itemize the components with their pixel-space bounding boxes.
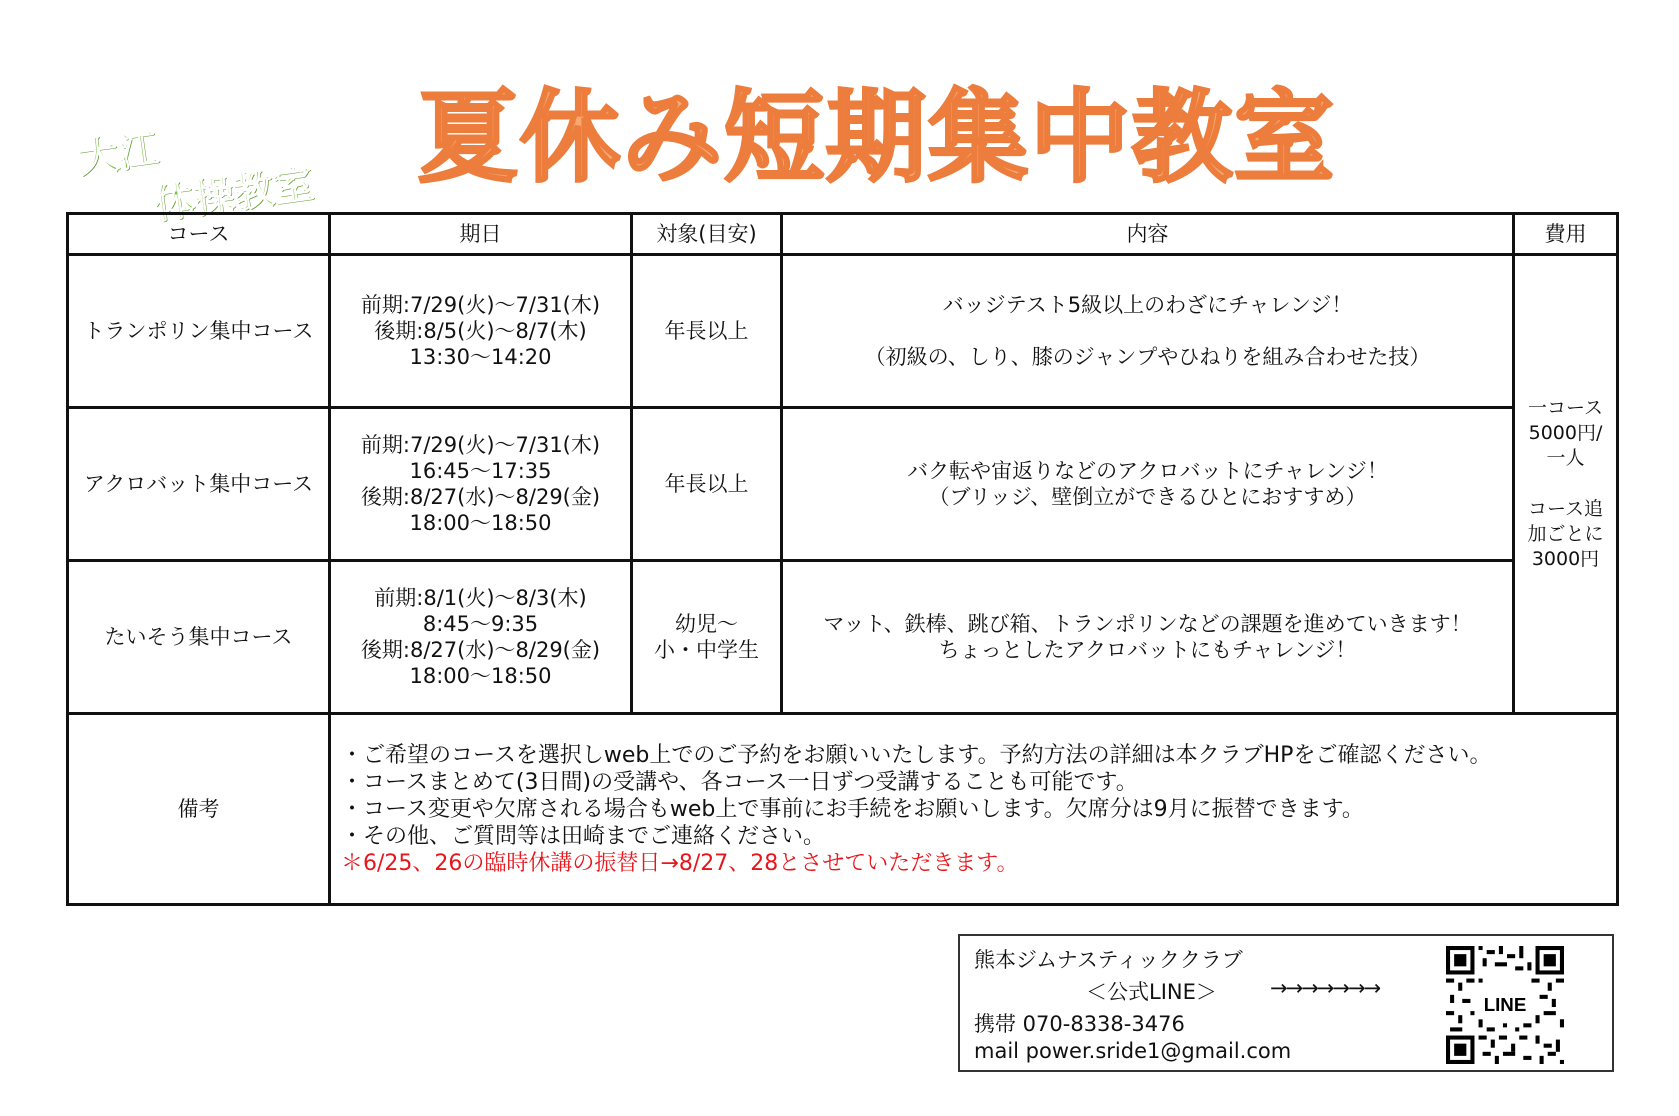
course-content <box>782 408 1514 561</box>
date-line: 後期:8/27(水)～8/29(金) <box>360 485 601 509</box>
fee-line: 一人 <box>1546 447 1585 469</box>
notes-row <box>68 714 1618 905</box>
line-qr-code-icon[interactable] <box>1446 946 1564 1064</box>
course-dates <box>330 408 632 561</box>
content-line: （ブリッジ、壁倒立ができるひとにおすすめ） <box>928 485 1367 509</box>
target-line: 幼児～ <box>675 612 738 636</box>
note-line: ・コース変更や欠席される場合もweb上で事前にお手続をお願いします。欠席分は9月に振替できます。 <box>341 796 1364 822</box>
content-line: マット、鉄棒、跳び箱、トランポリンなどの課題を進めていきます！ <box>823 612 1472 636</box>
course-dates <box>330 561 632 714</box>
header-target: 対象(目安) <box>632 214 782 255</box>
fee-line: 3000円 <box>1531 548 1600 570</box>
fee-line: コース追 <box>1527 498 1604 520</box>
course-target <box>632 561 782 714</box>
target-line: 小・中学生 <box>654 638 759 662</box>
table-row <box>68 255 1618 408</box>
content-line: （初級の、しり、膝のジャンプやひねりを組み合わせた技） <box>864 345 1431 369</box>
content-line: ちょっとしたアクロバットにもチャレンジ！ <box>938 638 1357 662</box>
contact-club-name: 熊本ジムナスティッククラブ <box>974 948 1243 972</box>
qr-line-label: LINE <box>1483 994 1527 1016</box>
contact-phone[interactable]: 携帯 070-8338-3476 <box>974 1012 1185 1036</box>
table-row <box>68 408 1618 561</box>
content-line: バッジテスト5級以上のわざにチャレンジ！ <box>942 293 1353 317</box>
table-row <box>68 561 1618 714</box>
target-line: 年長以上 <box>664 319 749 343</box>
date-line: 後期:8/5(火)～8/7(木) <box>374 319 587 343</box>
schedule-table <box>66 212 1619 906</box>
course-name: アクロバット集中コース <box>68 408 330 561</box>
date-line: 後期:8/27(水)～8/29(金) <box>360 638 601 662</box>
note-important: ＊6/25、26の臨時休講の振替日→8/27、28とさせていただきます。 <box>341 850 1019 876</box>
club-name-line2: 体操教室 <box>151 160 317 229</box>
course-name: たいそう集中コース <box>68 561 330 714</box>
note-line: ・その他、ご質問等は田崎までご連絡ください。 <box>341 823 826 849</box>
header-course: コース <box>68 214 330 255</box>
contact-box <box>958 934 1614 1072</box>
fee-line: 5000円/ <box>1528 422 1603 444</box>
course-content <box>782 561 1514 714</box>
date-line: 13:30～14:20 <box>409 345 552 369</box>
header-content: 内容 <box>782 214 1514 255</box>
date-line: 前期:7/29(火)～7/31(木) <box>360 293 601 317</box>
contact-line-label: ＜公式LINE＞ <box>1086 980 1217 1004</box>
fee-spacer <box>1519 471 1612 497</box>
fee-line: 加ごとに <box>1527 523 1604 545</box>
target-line: 年長以上 <box>664 472 749 496</box>
course-target <box>632 255 782 408</box>
date-line: 18:00～18:50 <box>409 664 552 688</box>
date-line: 前期:7/29(火)～7/31(木) <box>360 433 601 457</box>
course-target <box>632 408 782 561</box>
content-line: バク転や宙返りなどのアクロバットにチャレンジ！ <box>907 459 1388 483</box>
page-title: 夏休み短期集中教室 <box>418 79 1336 196</box>
contact-mail[interactable]: mail power.sride1@gmail.com <box>974 1039 1292 1063</box>
club-name-line1: 大江 <box>75 125 161 183</box>
arrow-icon: →→→→→→→ <box>1270 976 1380 1000</box>
date-line: 8:45～9:35 <box>422 612 539 636</box>
content-spacer <box>787 318 1508 344</box>
course-dates <box>330 255 632 408</box>
date-line: 16:45～17:35 <box>409 459 552 483</box>
header-fee: 費用 <box>1514 214 1618 255</box>
table-header-row <box>68 214 1618 255</box>
note-line: ・ご希望のコースを選択しweb上でのご予約をお願いいたします。予約方法の詳細は本クラブHPをご確認ください。 <box>341 742 1492 768</box>
date-line: 前期:8/1(火)～8/3(木) <box>374 586 587 610</box>
course-name: トランポリン集中コース <box>68 255 330 408</box>
note-line: ・コースまとめて(3日間)の受講や、各コース一日ずつ受講することも可能です。 <box>341 769 1138 795</box>
header-dates: 期日 <box>330 214 632 255</box>
course-content <box>782 255 1514 408</box>
notes-body <box>330 714 1618 905</box>
fee-cell <box>1514 255 1618 714</box>
date-line: 18:00～18:50 <box>409 511 552 535</box>
notes-label: 備考 <box>68 714 330 905</box>
fee-line: 一コース <box>1527 397 1604 419</box>
